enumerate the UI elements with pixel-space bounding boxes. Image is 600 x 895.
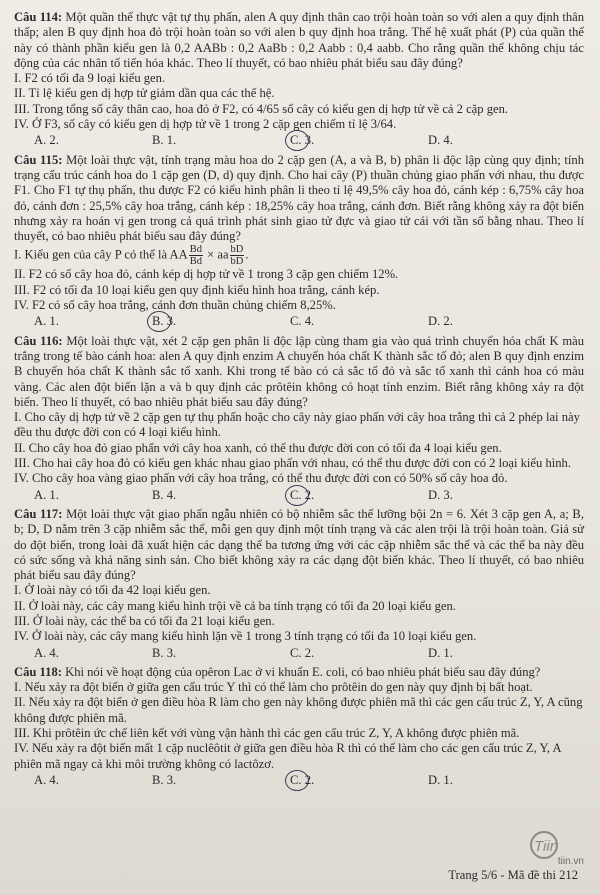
statement: I. Cho cây dị hợp tử về 2 cặp gen tự thụ phấn hoặc cho cây này giao phấn với cây hoa trắng thì cả 2 phép lai này đều thu được đời con có 4 loại kiểu hình. (14, 410, 580, 440)
question-label: Câu 114: (14, 10, 63, 24)
question-114 (14, 10, 584, 149)
statement: III. Khi prôtêin ức chế liên kết với vùng vận hành thì các gen cấu trúc Z, Y, A không được phiên mã. (14, 726, 520, 741)
answer-options (14, 314, 584, 329)
option-d: D. 2. (428, 314, 453, 329)
option-d: D. 4. (428, 133, 453, 148)
question-stem: Một quần thể thực vật tự thụ phấn, alen A quy định thân cao trội hoàn toàn so với alen a quy định thân thấp; alen B quy định hoa đỏ trội hoàn toàn so với alen b quy định hoa trắng. Thế hệ xuất phát (P) của quần thể này có thành phần kiểu gen là 0,2 AABb : 0,2 AaBb : 0,2 Aabb : 0,4 aabb. Cho rằng quần thể không chịu tác động của các nhân tố tiến hóa khác. Theo lí thuyết, có bao nhiêu phát biểu sau đây đúng? (14, 10, 584, 70)
question-label: Câu 118: (14, 664, 62, 679)
statement: I. Nếu xảy ra đột biến ở giữa gen cấu trúc Y thì có thể làm cho prôtêin do gen này quy định bị bất hoạt. (14, 680, 533, 695)
statement: IV. Ở F3, số cây có kiểu gen dị hợp tử về 1 trong 2 cặp gen chiếm tỉ lệ 3/64. (14, 117, 397, 132)
option-a: A. 1. (34, 487, 59, 502)
option-d: D. 1. (428, 645, 453, 660)
option-b: B. 3. (152, 645, 177, 660)
option-a: A. 4. (34, 772, 59, 787)
statement: II. Nếu xảy ra đột biến ở gen điều hòa R làm cho gen này không được phiên mã thì các gen cấu trúc Z, Y, A cũng không được phiên mã. (14, 695, 583, 725)
question-stem: Khi nói về hoạt động của opêron Lac ở vi khuẩn E. coli, có bao nhiêu phát biểu sau đây đúng? (65, 664, 541, 679)
option-c: C. 2. (290, 645, 315, 660)
fraction: $\frac{Bd}{Bd}$ (189, 244, 202, 268)
statement: III. Cho hai cây hoa đỏ có kiểu gen khác nhau giao phấn với nhau, có thể thu được đời con có 2 loại kiểu hình. (14, 456, 571, 471)
option-c: C. 4. (290, 314, 315, 329)
statement: III. Trong tổng số cây thân cao, hoa đỏ ở F2, có 4/65 số cây có kiểu gen dị hợp tử về cả 2 cặp gen. (14, 101, 509, 116)
option-d: D. 3. (428, 487, 453, 502)
answer-options (14, 773, 584, 788)
question-115 (14, 153, 584, 330)
option-b: B. 4. (152, 487, 177, 502)
statement: I. F2 có tối đa 9 loại kiểu gen. (14, 71, 166, 86)
option-a: A. 1. (34, 314, 59, 329)
statement: II. F2 có số cây hoa đỏ, cánh kép dị hợp tử về 1 trong 3 cặp gen chiếm 12%. (14, 267, 399, 282)
question-label: Câu 117: (14, 506, 63, 521)
question-label: Câu 115: (14, 152, 63, 167)
statement: IV. F2 có số cây hoa trắng, cánh đơn thuần chủng chiếm 8,25%. (14, 298, 336, 313)
option-a: A. 2. (34, 133, 59, 148)
answer-options (14, 488, 584, 503)
tiin-logo (522, 827, 584, 867)
option-c-circled: C. 2. (290, 487, 315, 502)
question-116 (14, 334, 584, 503)
genotype-formula-statement: I. Kiểu gen của cây P có thể là AA $\frac{Bd}{Bd}$ × aa $\frac{bD}{bD}$ . (14, 244, 249, 268)
option-a: A. 4. (34, 645, 59, 660)
page-footer: Trang 5/6 - Mã đề thi 212 (448, 868, 578, 882)
answer-options (14, 646, 584, 661)
answer-options (14, 133, 584, 148)
statement: IV. Nếu xảy ra đột biến mất 1 cặp nuclêôtit ở giữa gen điều hòa R thì có thể làm cho các gen cấu trúc Z, Y, A phiên mã ngay cả khi môi trường không có lactôzơ. (14, 741, 561, 771)
option-c-circled: C. 2. (290, 772, 315, 787)
question-stem: Một loài thực vật, tính trạng màu hoa do 2 cặp gen (A, a và B, b) phân li độc lập cùng quy định; tính trạng cấu trúc cánh hoa do 1 cặp gen (D, d) quy định. Cho hai cây (P) thuần chủng giao phấn với nhau, thu được F1. Cho F1 tự thụ phấn, thu được F2 có kiểu hình phân li theo tỉ lệ 49,5% cây hoa đỏ, cánh kép : 6,75% cây hoa đỏ, cánh đơn : 25,5% cây hoa trắng, cánh kép : 18,25% cây hoa trắng, cánh đơn. Biết rằng không xảy ra đột biến nhưng xảy ra hoán vị gen trong cả quá trình phát sinh giao tử đực và giao tử cái với tần số bằng nhau. Theo lí thuyết, có bao nhiêu phát biểu sau đây đúng? (14, 152, 585, 244)
statement: II. Tỉ lệ kiểu gen dị hợp tử giảm dần qua các thế hệ. (14, 86, 275, 101)
statement: III. F2 có tối đa 10 loại kiểu gen quy định kiểu hình hoa trắng, cánh kép. (14, 282, 380, 297)
statement: III. Ở loài này, các thể ba có tối đa 21 loại kiểu gen. (14, 613, 275, 628)
option-c-circled: C. 3. (290, 133, 315, 148)
statement: IV. Ở loài này, các cây mang kiểu hình lặn về 1 trong 3 tính trạng có tối đa 10 loại kiểu gen. (14, 629, 477, 644)
question-label: Câu 116: (14, 333, 63, 348)
option-b: B. 3. (152, 772, 177, 787)
question-117 (14, 507, 584, 661)
question-stem: Một loài thực vật, xét 2 cặp gen phân li độc lập cùng tham gia vào quá trình chuyển hóa chất K màu trắng trong tế bào cánh hoa: alen A quy định enzim A chuyển hóa chất K thành sắc tố đỏ; alen B quy định enzim B chuyển hóa chất K thành sắc tố xanh. Khi trong tế bào có cả sắc tố đỏ và sắc tố xanh thì cánh hoa có màu vàng. Các alen đột biến lặn a và b quy định các prôtêin không có hoạt tính enzim. Biết rằng không xảy ra đột biến. Theo lí thuyết, có bao nhiêu phát biểu sau đây đúng? (14, 333, 585, 409)
svg-text:Tiin: Tiin (534, 838, 559, 855)
statement: II. Ở loài này, các cây mang kiểu hình trội về cả ba tính trạng có tối đa 20 loại kiểu gen. (14, 598, 456, 613)
statement: IV. Cho cây hoa vàng giao phấn với cây hoa trắng, có thể thu được đời con có 50% số cây hoa đỏ. (14, 471, 508, 486)
statement: II. Cho cây hoa đỏ giao phấn với cây hoa xanh, có thể thu được đời con có tối đa 4 loại kiểu gen. (14, 440, 502, 455)
watermark-domain: tiin.vn (557, 856, 584, 867)
fraction: $\frac{bD}{bD}$ (230, 244, 244, 268)
question-118 (14, 665, 584, 788)
question-stem: Một loài thực vật giao phấn ngẫu nhiên có bộ nhiễm sắc thể lưỡng bội 2n = 6. Xét 3 cặp gen A, a; B, b; D, D nằm trên 3 cặp nhiễm sắc thể, mỗi gen quy định một tính trạng và các alen trội là trội hoàn toàn. Giả sử do đột biến, trong loài đã xuất hiện các dạng thể ba tương ứng với các cặp nhiễm sắc thể và các thể ba này đều có sức sống và khả năng sinh sản. Cho biết không xảy ra các dạng đột biến khác. Theo lí thuyết, có bao nhiêu phát biểu sau đây đúng? (14, 506, 584, 583)
option-b-circled: B. 3. (152, 314, 177, 329)
option-b: B. 1. (152, 133, 177, 148)
statement: I. Ở loài này có tối đa 42 loại kiểu gen. (14, 583, 211, 598)
option-d: D. 1. (428, 772, 453, 787)
